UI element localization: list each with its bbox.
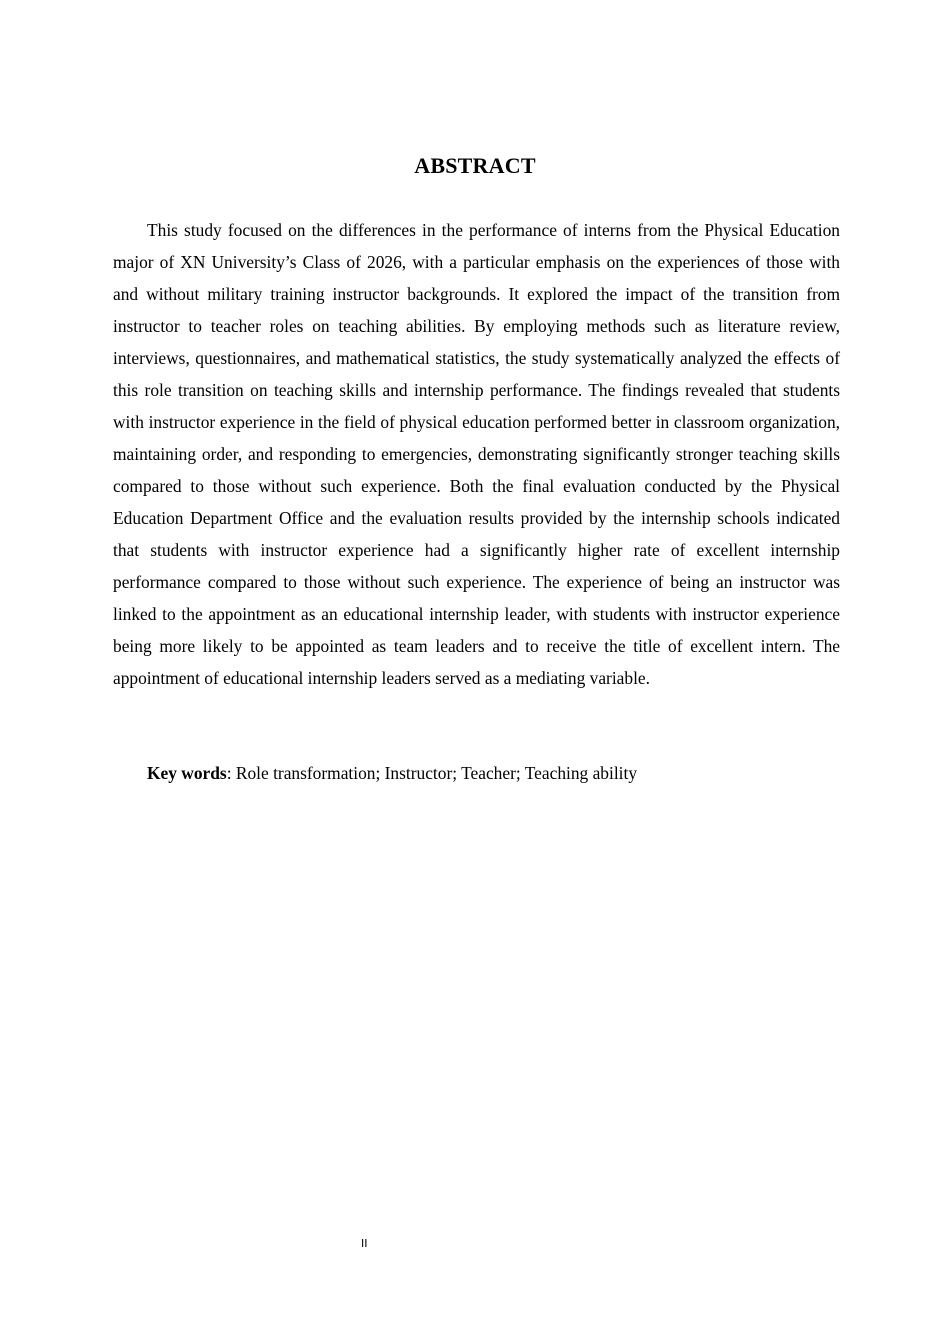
page-number: II: [361, 1237, 368, 1250]
abstract-title: ABSTRACT: [414, 153, 536, 178]
keywords-label: Key words: [147, 763, 227, 783]
keywords-list: Role transformation; Instructor; Teacher; Teaching ability: [235, 763, 638, 783]
keywords-separator: :: [226, 763, 236, 783]
keywords-line: [113, 757, 840, 789]
abstract-body-paragraph: This study focused on the differences in the performance of interns from the Physical Education major of XN University’s Class of 2026, with a particular emphasis on the experiences of those with and without military training instructor backgrounds. It explored the impact of the transition from instructor to teacher roles on teaching abilities. By employing methods such as literature review, interviews, questionnaires, and mathematical statistics, the study systematically analyzed the effects of this role transition on teaching skills and internship performance. The findings revealed that students with instructor experience in the field of physical education performed better in classroom organization, maintaining order, and responding to emergencies, demonstrating significantly stronger teaching skills compared to those without such experience. Both the final evaluation conducted by the Physical Education Department Office and the evaluation results provided by the internship schools indicated that students with instructor experience had a significantly higher rate of excellent internship performance compared to those without such experience. The experience of being an instructor was linked to the appointment as an educational internship leader, with students with instructor experience being more likely to be appointed as team leaders and to receive the title of excellent intern. The appointment of educational internship leaders served as a mediating variable.: [113, 220, 840, 688]
